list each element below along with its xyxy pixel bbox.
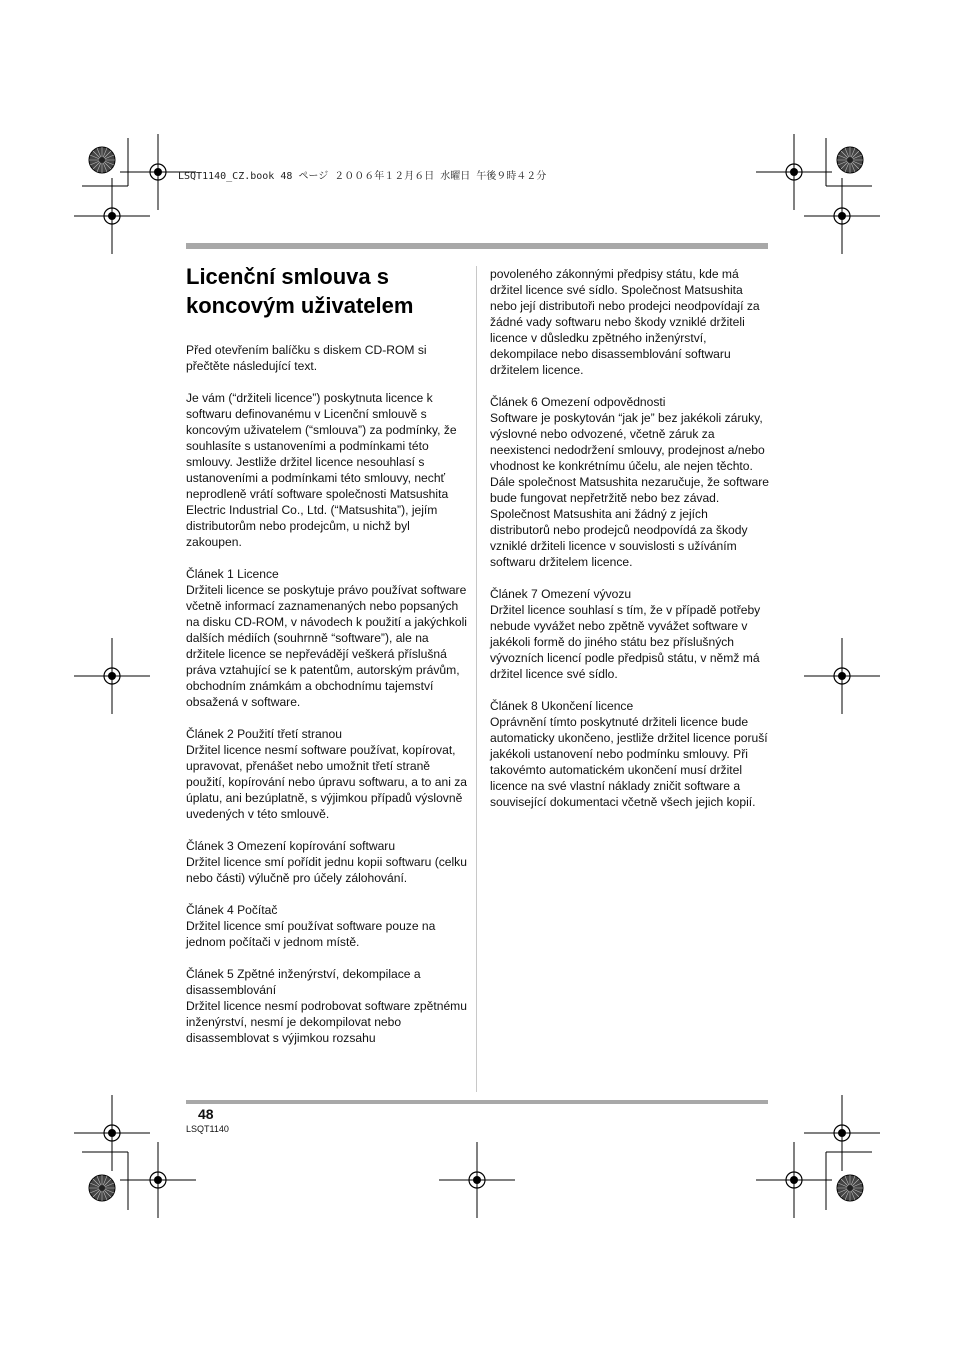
- article-text: Software je poskytován “jak je” bez jakékoli záruky, výslovné nebo odvozené, včetně záruk za neexistenci nedodržení smlouvy, prodejnost a/nebo vhodnost ke konkrétnímu účelu, ale nejen těchto. Dále společnost Matsushita nezaručuje, že software bude fungovat nepřetržitě nebo bez závad. Společnost Matsushita ani žádný z jejích distributorů nebo prodejců neodpovídá za škody vzniklé držiteli licence v souvislosti s užíváním softwaru držitelem licence.: [490, 411, 769, 569]
- article-text: Oprávnění tímto poskytnuté držiteli licence bude automaticky ukončeno, jestliže držitel licence poruší jakékoli ustanovení nebo podmínku smlouvy. Při takovémto automatickém ukončení musí držitel licence na své vlastní náklady zničit software a související dokumentaci včetně všech jejich kopií.: [490, 715, 768, 809]
- article-heading: Článek 3 Omezení kopírování softwaru: [186, 839, 396, 853]
- article-text: Držitel licence smí používat software pouze na jednom počítači v jednom místě.: [186, 919, 436, 949]
- article-5-continued: [490, 266, 770, 378]
- column-divider: [476, 266, 477, 1092]
- page-title: Licenční smlouva s koncovým uživatelem: [186, 264, 414, 318]
- article-text: Držiteli licence se poskytuje právo používat software včetně informací zaznamenaných nebo popsaných na disku CD-ROM, v návodech k použití a jakýchkoli dalších médiích (souhrnně “software”), ale na držitele licence se nepřevádějí veškerá příslušná práva vztahující se k patentům, autorským právům, obchodním známkám a obchodnímu tajemství obsažená v software.: [186, 583, 467, 709]
- article-text: Držitel licence nesmí software používat, kopírovat, upravovat, přenášet nebo umožnit třetí straně použití, kopírování nebo úpravu softwaru, a to ani za úplatu, ani bezúplatně, s výjimkou případů výslovně uvedených v této smlouvě.: [186, 743, 468, 821]
- article-1: [186, 566, 468, 710]
- document-code: LSQT1140: [186, 1124, 229, 1134]
- intro-paragraph: Je vám (“držiteli licence”) poskytnuta licence k softwaru definovanému v Licenční smlouvě s koncovým uživatelem (“smlouva”) za podmínky, že souhlasíte s ustanoveními a podmínkami této smlouvy. Jestliže držitel licence nesouhlasí s ustanoveními a podmínkami této smlouvy, nechť neprodleně vrátí software společnosti Matsushita Electric Industrial Co., Ltd. (“Matsushita”), jejím distributorům nebo prodejcům, u nichž byl zakoupen.: [186, 391, 457, 549]
- article-3: [186, 838, 468, 886]
- article-2: [186, 726, 468, 822]
- article-heading: Článek 6 Omezení odpovědnosti: [490, 395, 666, 409]
- article-text: Držitel licence smí pořídit jednu kopii softwaru (celku nebo části) výlučně pro účely zálohování.: [186, 855, 467, 885]
- bottom-gray-bar: [186, 1100, 768, 1104]
- article-4: [186, 902, 468, 950]
- article-6: [490, 394, 770, 570]
- left-column: [186, 342, 468, 1046]
- intro-paragraph: Před otevřením balíčku s diskem CD-ROM si přečtěte následující text.: [186, 343, 427, 373]
- top-gray-bar: [186, 243, 768, 249]
- print-header: LSQT1140_CZ.book 48 ページ ２００６年１２月６日 水曜日 午後９時４２分: [178, 171, 547, 182]
- page-number: 48: [198, 1106, 214, 1122]
- article-text: Držitel licence souhlasí s tím, že v případě potřeby nebude vyvážet nebo zpětně vyvážet software v jakékoli formě do jiného státu bez příslušných vývozních licencí podle předpisů státu, v němž má držitel licence své sídlo.: [490, 603, 761, 681]
- right-column: [490, 266, 770, 826]
- article-heading: Článek 7 Omezení vývozu: [490, 587, 632, 601]
- article-heading: Článek 1 Licence: [186, 567, 279, 581]
- article-8: [490, 698, 770, 810]
- article-heading: Článek 4 Počítač: [186, 903, 278, 917]
- article-heading: Článek 5 Zpětné inženýrství, dekompilace a disassemblování: [186, 967, 421, 997]
- article-text: Držitel licence nesmí podrobovat software zpětnému inženýrství, nesmí je dekompilovat nebo disassemblovat s výjimkou rozsahu: [186, 999, 467, 1045]
- article-heading: Článek 2 Použití třetí stranou: [186, 727, 342, 741]
- article-7: [490, 586, 770, 682]
- article-heading: Článek 8 Ukončení licence: [490, 699, 634, 713]
- article-5: [186, 966, 468, 1046]
- article-text: povoleného zákonnými předpisy státu, kde má držitel licence své sídlo. Společnost Matsushita nebo její distributoři nebo prodejci neodpovídají za žádné vady softwaru nebo škody vzniklé držiteli licence v důsledku zpětného inženýrství, dekompilace nebo disassemblování softwaru držitelem licence.: [490, 267, 760, 377]
